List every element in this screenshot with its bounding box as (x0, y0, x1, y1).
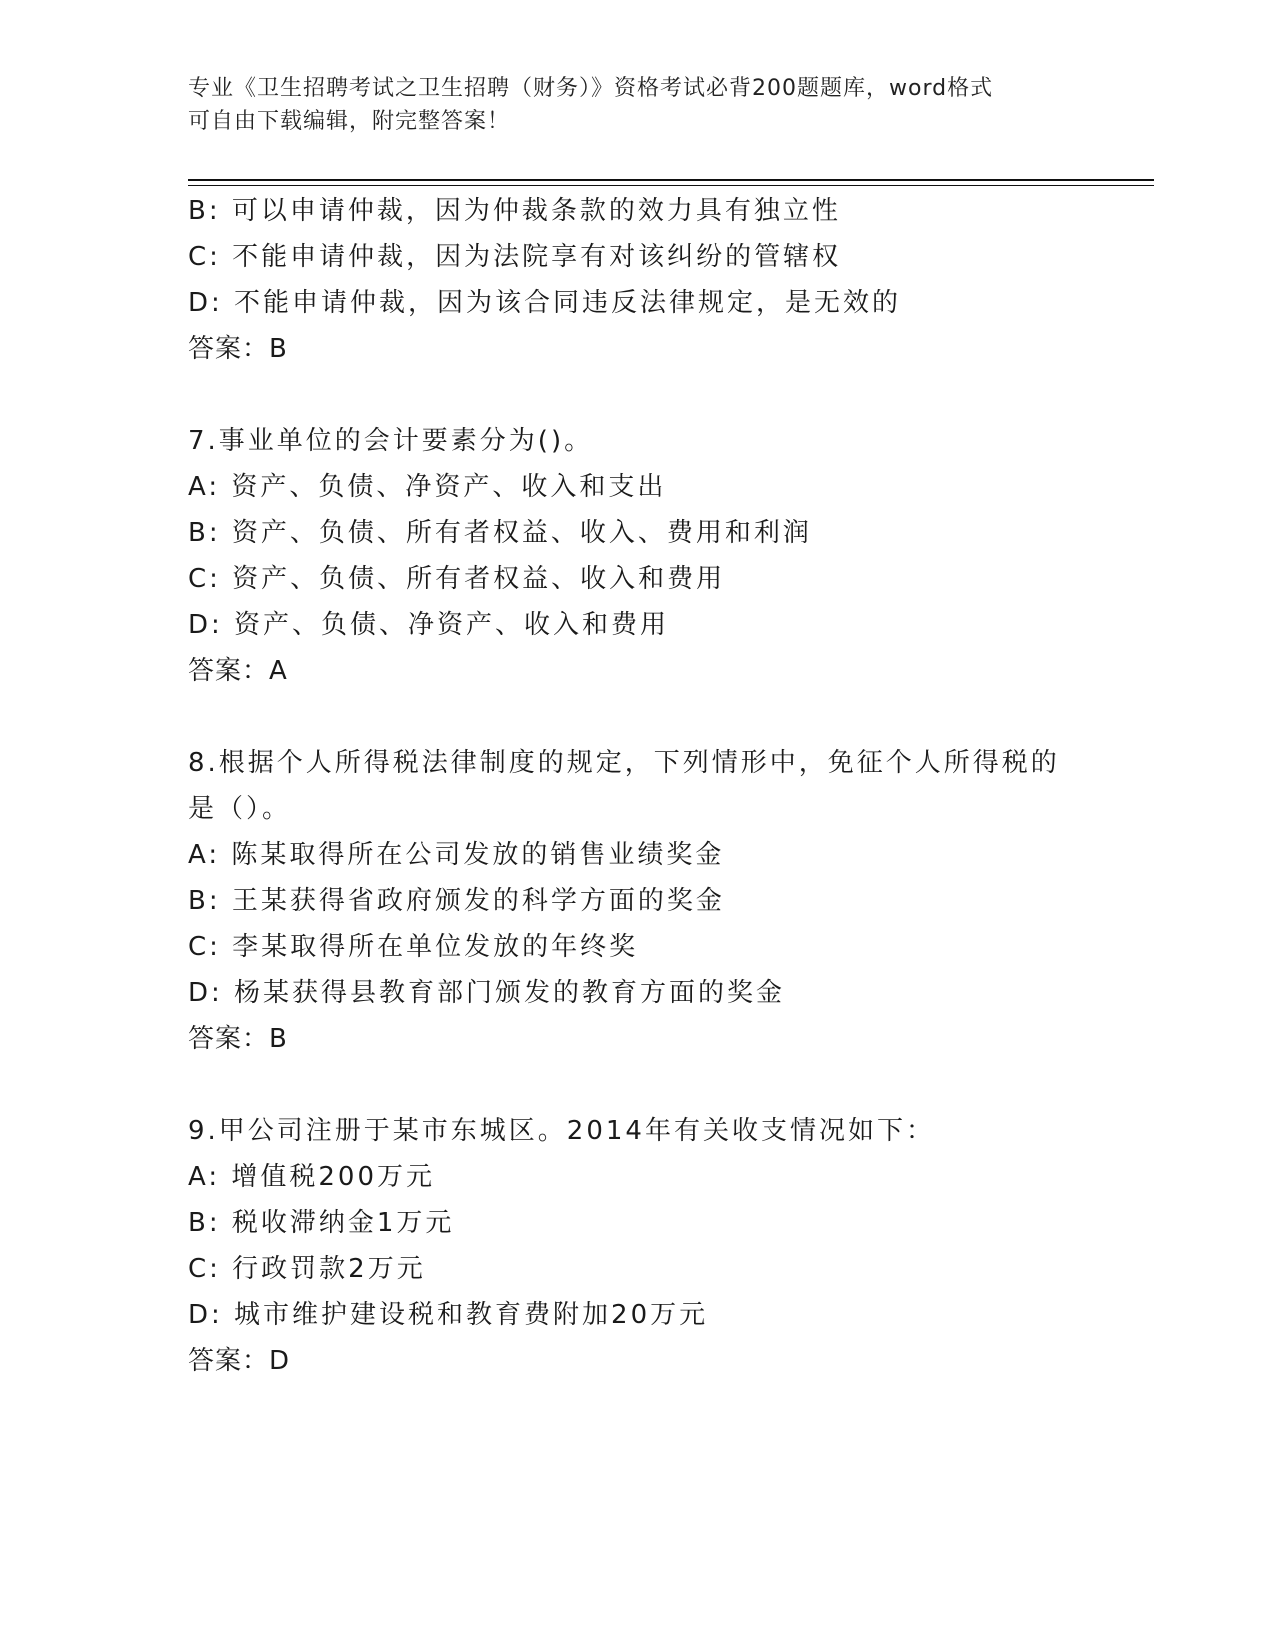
option-d: D: 资产、负债、净资产、收入和费用 (188, 610, 670, 640)
header-line-1: 专业《卫生招聘考试之卫生招聘（财务）》资格考试必背200题题库，word格式 (188, 76, 994, 101)
answer-label: 答案：A (188, 656, 288, 686)
question-6-continued (188, 188, 1088, 372)
option-c: C: 资产、负债、所有者权益、收入和费用 (188, 564, 726, 594)
option-a: A: 陈某取得所在公司发放的销售业绩奖金 (188, 840, 725, 870)
question-text-continued: 是（）。 (188, 794, 292, 824)
question-8 (188, 740, 1088, 1062)
question-text: 8.根据个人所得税法律制度的规定，下列情形中，免征个人所得税的 (188, 748, 1060, 778)
option-a: A: 资产、负债、净资产、收入和支出 (188, 472, 667, 502)
answer-label: 答案：D (188, 1346, 291, 1376)
question-text: 7.事业单位的会计要素分为()。 (188, 426, 594, 456)
spacer (188, 694, 1088, 740)
header-divider-thick (188, 179, 1154, 181)
option-d: D: 杨某获得县教育部门颁发的教育方面的奖金 (188, 978, 786, 1008)
question-text: 9.甲公司注册于某市东城区。2014年有关收支情况如下： (188, 1116, 935, 1146)
header-line-2: 可自由下载编辑，附完整答案！ (188, 109, 511, 134)
option-b: B: 税收滞纳金1万元 (188, 1208, 455, 1238)
header-divider-thin (188, 185, 1154, 186)
question-7 (188, 418, 1088, 694)
option-a: A: 增值税200万元 (188, 1162, 435, 1192)
option-c: C: 不能申请仲裁，因为法院享有对该纠纷的管辖权 (188, 242, 842, 272)
option-b: B: 王某获得省政府颁发的科学方面的奖金 (188, 886, 725, 916)
document-header (188, 72, 1068, 138)
question-9 (188, 1108, 1088, 1384)
answer-label: 答案：B (188, 334, 288, 364)
spacer (188, 372, 1088, 418)
option-b: B: 资产、负债、所有者权益、收入、费用和利润 (188, 518, 812, 548)
answer-label: 答案：B (188, 1024, 288, 1054)
question-list (188, 188, 1088, 1384)
option-d: D: 不能申请仲裁，因为该合同违反法律规定，是无效的 (188, 288, 902, 318)
option-b: B: 可以申请仲裁，因为仲裁条款的效力具有独立性 (188, 196, 841, 226)
option-c: C: 李某取得所在单位发放的年终奖 (188, 932, 639, 962)
option-d: D: 城市维护建设税和教育费附加20万元 (188, 1300, 709, 1330)
option-c: C: 行政罚款2万元 (188, 1254, 426, 1284)
spacer (188, 1062, 1088, 1108)
